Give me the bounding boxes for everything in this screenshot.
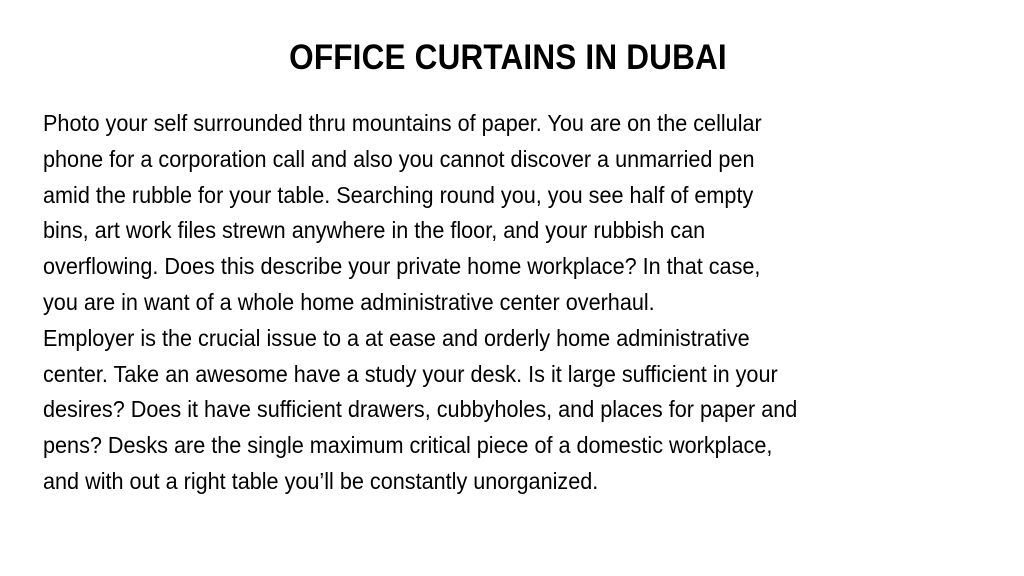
paragraph-line: you are in want of a whole home administrative center overhaul.: [43, 288, 655, 315]
paragraph-line: center. Take an awesome have a study your desk. Is it large sufficient in your: [43, 360, 778, 387]
paragraph-line: phone for a corporation call and also you cannot discover a unmarried pen: [43, 145, 755, 172]
paragraph-1: [43, 106, 983, 321]
paragraph-line: and with out a right table you’ll be constantly unorganized.: [43, 467, 599, 494]
paragraph-line: pens? Desks are the single maximum critical piece of a domestic workplace,: [43, 432, 773, 459]
slide-body: [43, 106, 1024, 500]
paragraph-line: desires? Does it have sufficient drawers, cubbyholes, and places for paper and: [43, 396, 798, 423]
paragraph-line: Employer is the crucial issue to a at ease and orderly home administrative: [43, 324, 750, 351]
paragraph-2: [43, 321, 983, 500]
paragraph-line: overflowing. Does this describe your private home workplace? In that case,: [43, 253, 761, 280]
paragraph-line: amid the rubble for your table. Searching round you, you see half of empty: [43, 181, 754, 208]
slide-title: OFFICE CURTAINS IN DUBAI: [289, 38, 727, 77]
paragraph-line: Photo your self surrounded thru mountains of paper. You are on the cellular: [43, 110, 762, 136]
paragraph-line: bins, art work files strewn anywhere in the floor, and your rubbish can: [43, 217, 706, 244]
